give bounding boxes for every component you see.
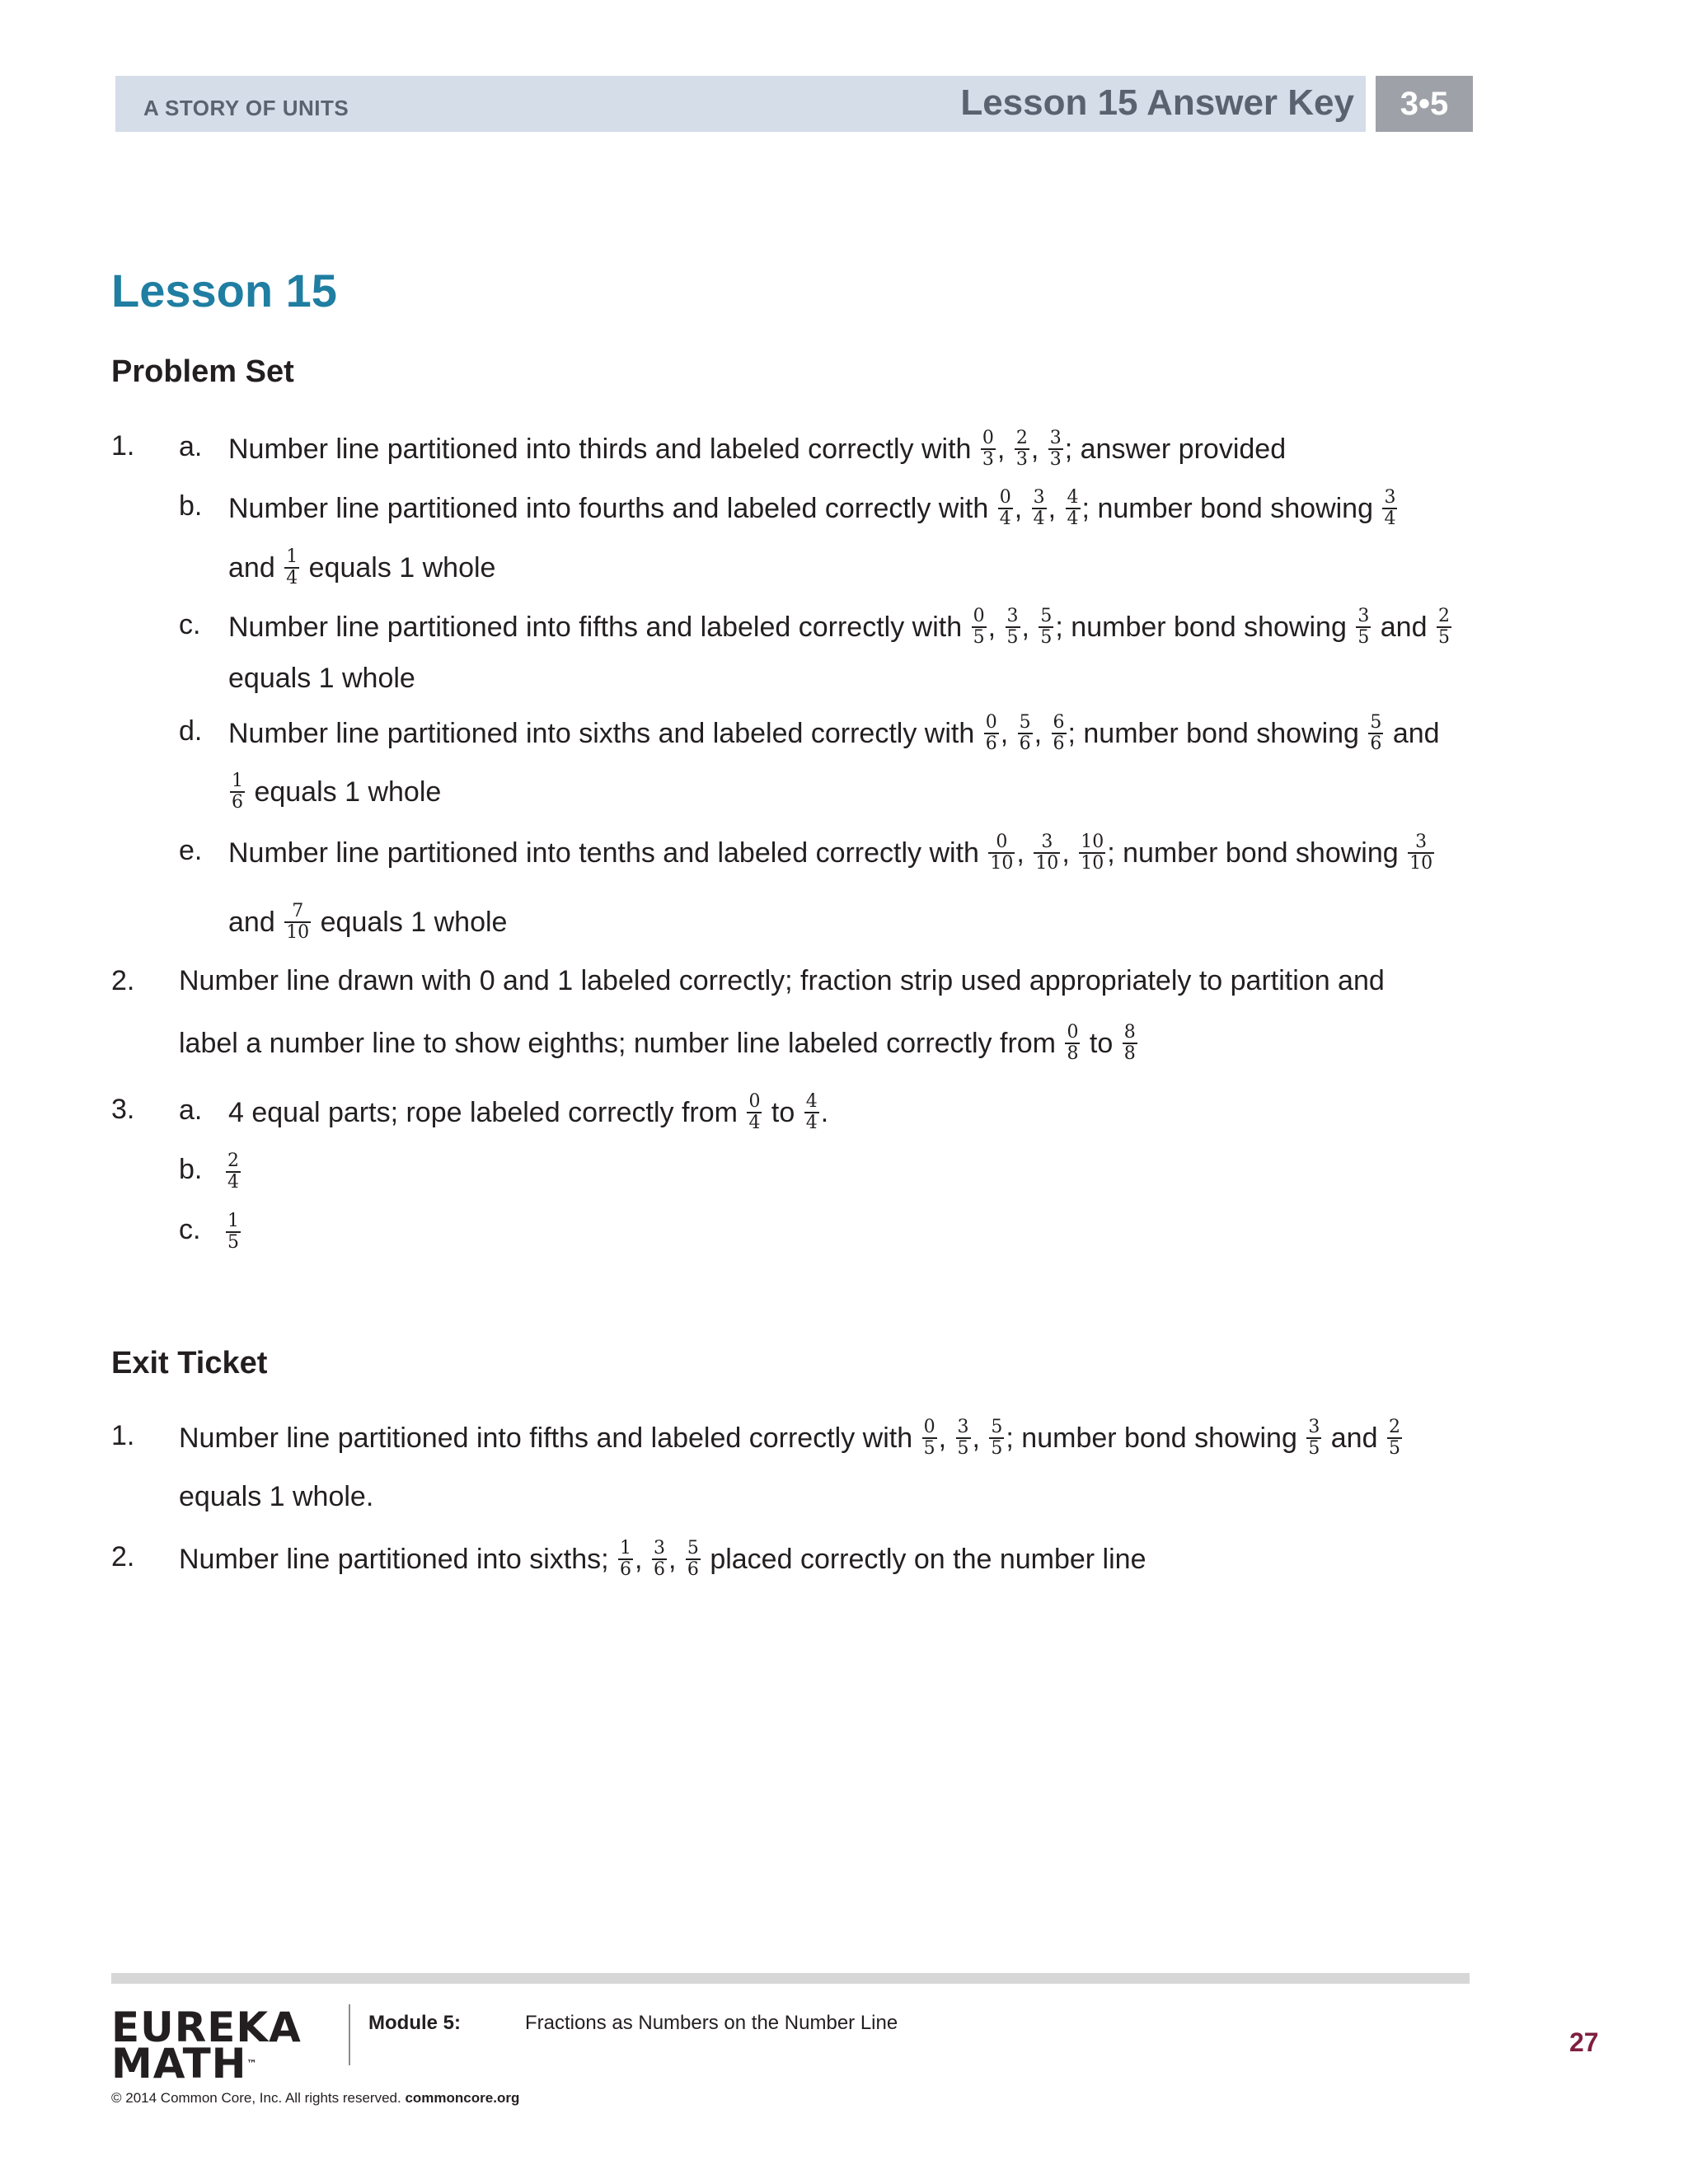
- eureka-math-logo: EUREKA MATH™: [111, 2004, 302, 2088]
- answer-2-cont: label a number line to show eighths; number line labeled correctly from $\frac{0}{8}$ to $\frac{8}{8}$: [179, 1022, 1136, 1064]
- answer-2: Number line drawn with 0 and 1 labeled correctly; fraction strip used appropriately to partition and: [179, 965, 1385, 996]
- fraction: $\frac{0}{5}$: [973, 606, 985, 648]
- item-label: a.: [179, 1094, 203, 1126]
- question-number: 1.: [111, 430, 135, 462]
- item-label: c.: [179, 609, 201, 640]
- fraction: $\frac{3}{3}$: [1049, 428, 1062, 470]
- fraction: $\frac{3}{5}$: [1357, 606, 1370, 648]
- fraction: $\frac{7}{10}$: [286, 901, 310, 943]
- item-label: e.: [179, 835, 203, 866]
- fraction: $\frac{3}{6}$: [653, 1538, 665, 1580]
- fraction: $\frac{3}{5}$: [1006, 606, 1019, 648]
- answer-3a: 4 equal parts; rope labeled correctly from $\frac{0}{4}$ to $\frac{4}{4}$ .: [228, 1091, 829, 1133]
- fraction: $\frac{2}{5}$: [1437, 606, 1450, 648]
- answer-1a: Number line partitioned into thirds and labeled correctly with $\frac{0}{3}$ , $\frac{2}{3}$ , $\frac{3}{3}$ ; answer provided: [228, 428, 1287, 470]
- question-number: 2.: [111, 965, 135, 996]
- fraction: $\frac{2}{5}$: [1388, 1417, 1400, 1459]
- answer-1c-cont: equals 1 whole: [228, 663, 415, 694]
- fraction: $\frac{0}{4}$: [748, 1091, 761, 1133]
- answer-1b: Number line partitioned into fourths and labeled correctly with $\frac{0}{4}$ , $\frac{3}{4}$ , $\frac{4}{4}$ ; number bond showing $\frac{3}{4}$: [228, 487, 1396, 529]
- fraction: $\frac{5}{5}$: [991, 1417, 1003, 1459]
- fraction: $\frac{0}{4}$: [999, 487, 1011, 529]
- footer-divider: [349, 2004, 350, 2065]
- item-label: b.: [179, 490, 203, 522]
- fraction: $\frac{1}{4}$: [286, 546, 298, 588]
- fraction: $\frac{0}{6}$: [985, 712, 997, 754]
- answer-3b: [224, 1153, 242, 1194]
- fraction: $\frac{3}{10}$: [1035, 832, 1059, 874]
- fraction: $\frac{5}{6}$: [1019, 712, 1031, 754]
- question-number: 1.: [111, 1420, 135, 1451]
- answer-1d-cont: $\frac{1}{6}$ equals 1 whole: [232, 771, 442, 813]
- item-label: b.: [179, 1154, 203, 1185]
- item-label: d.: [179, 715, 203, 747]
- answer-1c: Number line partitioned into fifths and labeled correctly with $\frac{0}{5}$ , $\frac{3}{5}$ , $\frac{5}{5}$ ; number bond showing $\frac{3}{5}$ and $\frac{2}{5}$: [228, 606, 1450, 648]
- fraction: $\frac{5}{6}$: [1370, 712, 1382, 754]
- answer-3c: [224, 1213, 242, 1254]
- exit-answer-1-cont: equals 1 whole.: [179, 1481, 374, 1512]
- series-title: A STORY OF UNITS: [143, 96, 349, 120]
- item-label: c.: [179, 1214, 201, 1245]
- answer-1e: Number line partitioned into tenths and labeled correctly with $\frac{0}{10}$ , $\frac{3}{10}$ , $\frac{10}{10}$ ; number bond showing $\frac{3}{10}$: [228, 832, 1433, 874]
- fraction: $\frac{3}{5}$: [957, 1417, 969, 1459]
- page-number: 27: [1569, 2027, 1599, 2057]
- fraction: $\frac{3}{10}$: [1409, 832, 1433, 874]
- module-badge: 3•5: [1376, 76, 1473, 132]
- fraction: $\frac{5}{5}$: [1040, 606, 1053, 648]
- exit-ticket-heading: Exit Ticket: [111, 1346, 268, 1380]
- fraction: $\frac{10}{10}$: [1081, 832, 1104, 874]
- fraction: $\frac{1}{5}$: [227, 1211, 239, 1253]
- lesson-title: Lesson 15: [111, 265, 337, 316]
- fraction: $\frac{5}{6}$: [687, 1538, 699, 1580]
- fraction: $\frac{2}{4}$: [227, 1151, 239, 1193]
- copyright-link[interactable]: commoncore.org: [405, 2090, 520, 2106]
- footer-rule: [111, 1973, 1470, 1984]
- exit-answer-2: Number line partitioned into sixths; $\frac{1}{6}$ , $\frac{3}{6}$ , $\frac{5}{6}$ placed correctly on the number line: [179, 1538, 1146, 1580]
- module-label: Module 5:: [368, 2012, 461, 2034]
- exit-answer-1: Number line partitioned into fifths and labeled correctly with $\frac{0}{5}$ , $\frac{3}{5}$ , $\frac{5}{5}$ ; number bond showing $\frac{3}{5}$ and $\frac{2}{5}$: [179, 1417, 1400, 1459]
- fraction: $\frac{2}{3}$: [1015, 428, 1028, 470]
- fraction: $\frac{0}{8}$: [1067, 1022, 1079, 1064]
- fraction: $\frac{3}{4}$: [1384, 487, 1396, 529]
- fraction: $\frac{0}{10}$: [990, 832, 1014, 874]
- header-title: Lesson 15 Answer Key: [960, 82, 1354, 123]
- fraction: $\frac{0}{3}$: [982, 428, 994, 470]
- fraction: $\frac{0}{5}$: [923, 1417, 935, 1459]
- module-name: Fractions as Numbers on the Number Line: [525, 2012, 898, 2034]
- copyright: © 2014 Common Core, Inc. All rights reserved. commoncore.org: [111, 2090, 520, 2106]
- fraction: $\frac{1}{6}$: [232, 771, 243, 813]
- item-label: a.: [179, 431, 203, 462]
- answer-1b-cont: and $\frac{1}{4}$ equals 1 whole: [228, 546, 496, 588]
- answer-1e-cont: and $\frac{7}{10}$ equals 1 whole: [228, 901, 508, 943]
- fraction: $\frac{3}{4}$: [1033, 487, 1045, 529]
- fraction: $\frac{1}{6}$: [620, 1538, 632, 1580]
- problem-set-heading: Problem Set: [111, 354, 294, 389]
- question-number: 3.: [111, 1094, 135, 1125]
- question-number: 2.: [111, 1541, 135, 1572]
- fraction: $\frac{4}{4}$: [1067, 487, 1079, 529]
- fraction: $\frac{3}{5}$: [1308, 1417, 1320, 1459]
- fraction: $\frac{4}{4}$: [805, 1091, 818, 1133]
- answer-1d: Number line partitioned into sixths and labeled correctly with $\frac{0}{6}$ , $\frac{5}{6}$ , $\frac{6}{6}$ ; number bond showing $\frac{5}{6}$ and: [228, 712, 1440, 754]
- fraction: $\frac{8}{8}$: [1123, 1022, 1136, 1064]
- fraction: $\frac{6}{6}$: [1053, 712, 1065, 754]
